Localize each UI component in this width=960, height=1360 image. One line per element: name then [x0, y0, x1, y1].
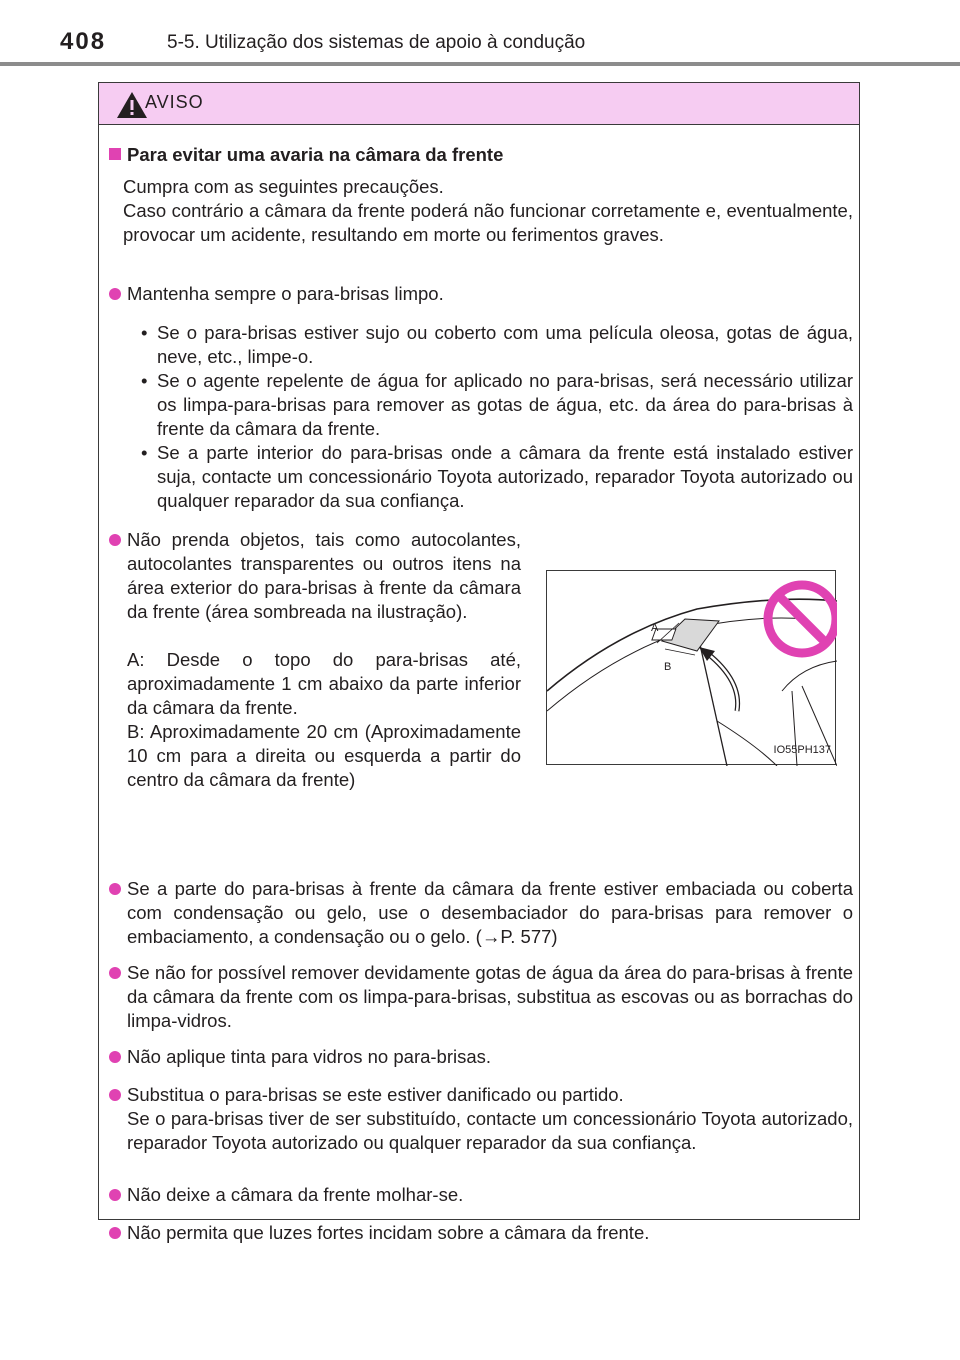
- round-bullet-icon: [109, 1089, 121, 1101]
- list-item: [127, 1045, 853, 1069]
- bullet-text: Não prenda objetos, tais como autocolantes, autocolantes transparentes ou outros itens na área exterior do para-brisas à frente da câmara da frente (área sombreada na ilustração).: [127, 529, 521, 622]
- definition-a: A: Desde o topo do para-brisas até, aproximadamente 1 cm abaixo da parte inferior da câmara da frente.: [127, 649, 521, 718]
- list-item: [127, 1221, 853, 1245]
- sub-item-text: Se a parte interior do para-brisas onde a câmara da frente está instalado estiver suja, contacte um concessionário Toyota autorizado, reparador Toyota autorizado ou qualquer reparador da sua confiança.: [157, 442, 853, 511]
- round-bullet-icon: [109, 883, 121, 895]
- round-bullet-icon: [109, 534, 121, 546]
- round-bullet-icon: [109, 1189, 121, 1201]
- warning-triangle-icon: [115, 90, 149, 120]
- sub-list-item: • Se o para-brisas estiver sujo ou coberto com uma película oleosa, gotas de água, neve, etc., limpe-o.: [141, 322, 853, 367]
- bullet-text: Mantenha sempre o para-brisas limpo.: [127, 283, 444, 304]
- list-item: [127, 1083, 853, 1107]
- round-bullet-icon: [109, 1227, 121, 1239]
- sub-item-text: Se o para-brisas estiver sujo ou coberto com uma película oleosa, gotas de água, neve, etc., limpe-o.: [157, 322, 853, 367]
- sub-list-item: • Se o agente repelente de água for aplicado no para-brisas, será necessário utilizar os limpa-para-brisas para remover as gotas de água, etc. da área do para-brisas à frente da câmara da frente.: [141, 370, 853, 439]
- illustration-label-b: B: [664, 661, 672, 673]
- warning-heading: [109, 143, 503, 167]
- list-item: [127, 282, 853, 306]
- bullet-text: Não permita que luzes fortes incidam sobre a câmara da frente.: [127, 1222, 650, 1243]
- intro-line-1: Cumpra com as seguintes precauções.: [123, 176, 444, 197]
- definition-b: B: Aproximadamente 20 cm (Aproximadamente 10 cm para a direita ou esquerda a partir do centro da câmara da frente): [127, 721, 521, 790]
- bullet-text: Não aplique tinta para vidros no para-brisas.: [127, 1046, 492, 1067]
- bullet-continuation: Se o para-brisas tiver de ser substituído, contacte um concessionário Toyota autorizado, reparador Toyota autorizado ou qualquer reparador da sua confiança.: [127, 1108, 853, 1153]
- list-item: [127, 1183, 853, 1207]
- header-divider: [0, 62, 960, 66]
- page-number: 408: [60, 28, 107, 55]
- round-bullet-icon: [109, 288, 121, 300]
- bullet-text: Se a parte do para-brisas à frente da câmara da frente estiver embaciada ou coberta com condensação ou gelo, use o desembaciador do para-brisas para remover o embaciamento, a condensação ou o gelo. (→P. 577): [127, 878, 853, 947]
- windshield-illustration: [546, 570, 836, 765]
- sub-item-text: Se o agente repelente de água for aplicado no para-brisas, será necessário utilizar os limpa-para-brisas para remover as gotas de água, etc. da área do para-brisas à frente da câmara da frente.: [157, 370, 853, 439]
- round-bullet-icon: [109, 967, 121, 979]
- list-item: [127, 528, 521, 624]
- intro-paragraph: Caso contrário a câmara da frente poderá não funcionar corretamente e, eventualmente, provocar um acidente, resultando em morte ou ferimentos graves.: [123, 200, 853, 245]
- list-item: [127, 961, 853, 1033]
- list-item: [127, 877, 853, 949]
- bullet-text: Substitua o para-brisas se este estiver danificado ou partido.: [127, 1084, 624, 1105]
- windshield-diagram: [547, 571, 837, 766]
- sub-list-item: • Se a parte interior do para-brisas onde a câmara da frente está instalado estiver suja, contacte um concessionário Toyota autorizado, reparador Toyota autorizado ou qualquer reparador da sua confiança.: [141, 442, 853, 511]
- warning-box: [98, 82, 860, 1243]
- round-bullet-icon: [109, 1051, 121, 1063]
- page-header: [0, 0, 960, 70]
- section-title: 5-5. Utilização dos sistemas de apoio à condução: [167, 32, 586, 53]
- warning-heading-text: Para evitar uma avaria na câmara da frente: [127, 144, 504, 165]
- bullet-text: Não deixe a câmara da frente molhar-se.: [127, 1184, 464, 1205]
- warning-label: AVISO: [145, 92, 204, 112]
- square-bullet-icon: [109, 148, 121, 160]
- illustration-label-a: A: [651, 622, 659, 634]
- bullet-text: Se não for possível remover devidamente gotas de água da área do para-brisas à frente da câmara da frente com os limpa-para-brisas, substitua as escovas ou as borrachas do limpa-vidros.: [127, 962, 853, 1031]
- illustration-code: IO55PH137: [773, 744, 831, 756]
- warning-header: [99, 83, 859, 125]
